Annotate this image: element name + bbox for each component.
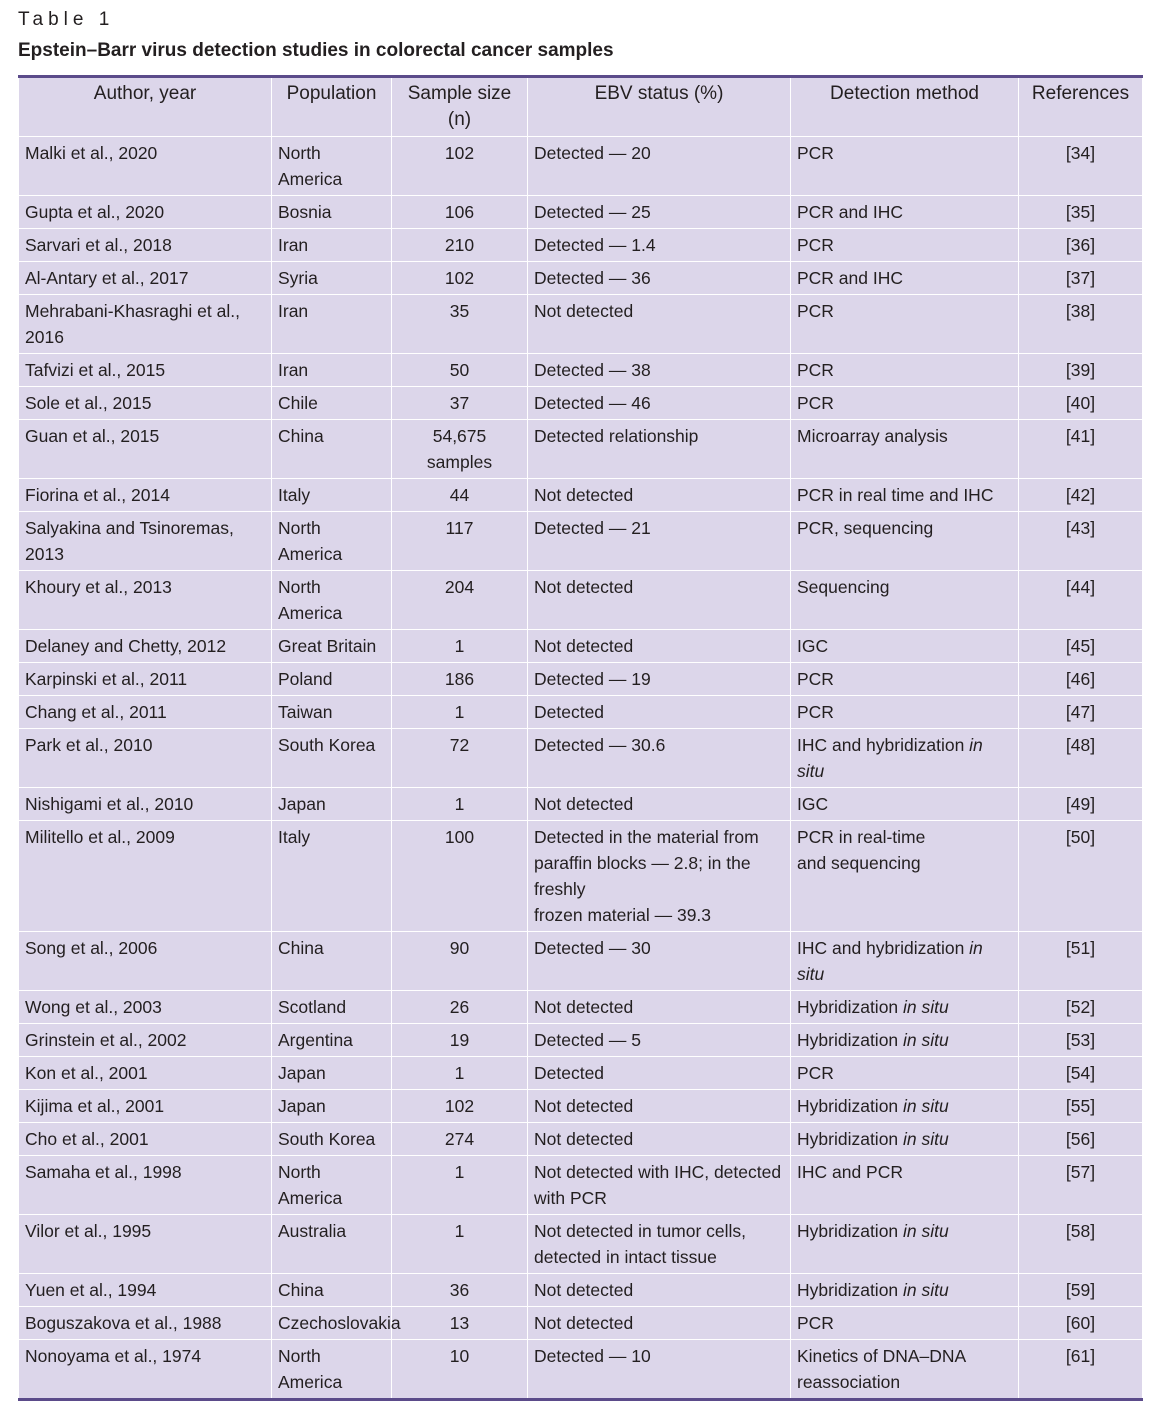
cell-population: Chile bbox=[272, 387, 392, 420]
cell-reference: [42] bbox=[1019, 479, 1143, 512]
cell-sample-size: 1 bbox=[392, 788, 528, 821]
cell-reference: [39] bbox=[1019, 354, 1143, 387]
table-body bbox=[19, 137, 1143, 1400]
cell-author: Gupta et al., 2020 bbox=[19, 196, 272, 229]
cell-population: Bosnia bbox=[272, 196, 392, 229]
cell-author: Tafvizi et al., 2015 bbox=[19, 354, 272, 387]
cell-sample-size: 102 bbox=[392, 137, 528, 196]
method-text: Hybridization bbox=[797, 1030, 904, 1050]
method-italic-text: in situ bbox=[903, 1129, 949, 1149]
cell-ebv-status: Not detected bbox=[528, 991, 791, 1024]
cell-sample-size: 100 bbox=[392, 821, 528, 932]
cell-detection-method: PCR in real time and IHC bbox=[791, 479, 1019, 512]
table-row bbox=[19, 932, 1143, 991]
cell-sample-size: 13 bbox=[392, 1307, 528, 1340]
cell-reference: [54] bbox=[1019, 1057, 1143, 1090]
cell-ebv-status: Not detected bbox=[528, 479, 791, 512]
cell-author: Militello et al., 2009 bbox=[19, 821, 272, 932]
cell-population: Scotland bbox=[272, 991, 392, 1024]
method-text: Hybridization bbox=[797, 1221, 904, 1241]
cell-reference: [56] bbox=[1019, 1123, 1143, 1156]
cell-author: Salyakina and Tsinoremas, 2013 bbox=[19, 512, 272, 571]
cell-population: North America bbox=[272, 1156, 392, 1215]
cell-sample-size: 102 bbox=[392, 262, 528, 295]
cell-sample-size: 35 bbox=[392, 295, 528, 354]
cell-ebv-status: Detected — 21 bbox=[528, 512, 791, 571]
cell-author: Samaha et al., 1998 bbox=[19, 1156, 272, 1215]
table-row bbox=[19, 1156, 1143, 1215]
cell-reference: [52] bbox=[1019, 991, 1143, 1024]
cell-ebv-status: Detected — 10 bbox=[528, 1340, 791, 1400]
cell-population: China bbox=[272, 1274, 392, 1307]
cell-author: Al-Antary et al., 2017 bbox=[19, 262, 272, 295]
cell-reference: [34] bbox=[1019, 137, 1143, 196]
cell-ebv-status: Detected — 19 bbox=[528, 663, 791, 696]
cell-population: Iran bbox=[272, 229, 392, 262]
col-header-detection-method: Detection method bbox=[791, 77, 1019, 137]
method-text: Hybridization bbox=[797, 997, 904, 1017]
cell-detection-method: Kinetics of DNA–DNA reassociation bbox=[791, 1340, 1019, 1400]
cell-reference: [48] bbox=[1019, 729, 1143, 788]
cell-ebv-status: Detected — 25 bbox=[528, 196, 791, 229]
col-header-ebv-status: EBV status (%) bbox=[528, 77, 791, 137]
cell-sample-size: 117 bbox=[392, 512, 528, 571]
table-label: Table 1 bbox=[18, 9, 115, 30]
cell-ebv-status: Not detected bbox=[528, 1090, 791, 1123]
cell-ebv-status: Not detected bbox=[528, 1274, 791, 1307]
table-row bbox=[19, 512, 1143, 571]
cell-population: Iran bbox=[272, 295, 392, 354]
cell-author: Yuen et al., 1994 bbox=[19, 1274, 272, 1307]
cell-author: Vilor et al., 1995 bbox=[19, 1215, 272, 1274]
cell-author: Kon et al., 2001 bbox=[19, 1057, 272, 1090]
table-row bbox=[19, 354, 1143, 387]
cell-detection-method: IHC and PCR bbox=[791, 1156, 1019, 1215]
method-text: Hybridization bbox=[797, 1280, 904, 1300]
cell-population: North America bbox=[272, 512, 392, 571]
cell-sample-size: 10 bbox=[392, 1340, 528, 1400]
cell-sample-size: 1 bbox=[392, 630, 528, 663]
cell-ebv-status: Detected in the material from paraffin blocks — 2.8; in the freshly frozen material — 39.3 bbox=[528, 821, 791, 932]
cell-ebv-status: Not detected bbox=[528, 788, 791, 821]
cell-author: Malki et al., 2020 bbox=[19, 137, 272, 196]
cell-sample-size: 210 bbox=[392, 229, 528, 262]
cell-detection-method bbox=[791, 991, 1019, 1024]
table-row bbox=[19, 788, 1143, 821]
col-header-population: Population bbox=[272, 77, 392, 137]
cell-author: Cho et al., 2001 bbox=[19, 1123, 272, 1156]
cell-sample-size: 54,675 samples bbox=[392, 420, 528, 479]
cell-detection-method: PCR and IHC bbox=[791, 196, 1019, 229]
cell-author: Nishigami et al., 2010 bbox=[19, 788, 272, 821]
cell-reference: [41] bbox=[1019, 420, 1143, 479]
table-row bbox=[19, 479, 1143, 512]
table-row bbox=[19, 295, 1143, 354]
cell-detection-method: PCR bbox=[791, 663, 1019, 696]
cell-population: Syria bbox=[272, 262, 392, 295]
cell-sample-size: 26 bbox=[392, 991, 528, 1024]
cell-detection-method: Microarray analysis bbox=[791, 420, 1019, 479]
cell-population: Taiwan bbox=[272, 696, 392, 729]
cell-ebv-status: Detected — 36 bbox=[528, 262, 791, 295]
cell-ebv-status: Not detected bbox=[528, 1307, 791, 1340]
cell-reference: [36] bbox=[1019, 229, 1143, 262]
header-row bbox=[19, 77, 1143, 137]
cell-reference: [61] bbox=[1019, 1340, 1143, 1400]
cell-author: Sarvari et al., 2018 bbox=[19, 229, 272, 262]
method-italic-text: in situ bbox=[903, 997, 949, 1017]
table-row bbox=[19, 1057, 1143, 1090]
cell-detection-method bbox=[791, 729, 1019, 788]
table-row bbox=[19, 663, 1143, 696]
table-row bbox=[19, 420, 1143, 479]
cell-author: Mehrabani-Khasraghi et al., 2016 bbox=[19, 295, 272, 354]
cell-ebv-status: Not detected with IHC, detected with PCR bbox=[528, 1156, 791, 1215]
cell-detection-method bbox=[791, 1024, 1019, 1057]
cell-population: Japan bbox=[272, 1090, 392, 1123]
table-row bbox=[19, 571, 1143, 630]
table-row bbox=[19, 137, 1143, 196]
method-italic-text: in situ bbox=[903, 1030, 949, 1050]
cell-population: Italy bbox=[272, 821, 392, 932]
ebv-studies-table bbox=[18, 75, 1143, 1401]
table-title: Epstein–Barr virus detection studies in colorectal cancer samples bbox=[18, 40, 614, 61]
cell-author: Song et al., 2006 bbox=[19, 932, 272, 991]
cell-sample-size: 1 bbox=[392, 696, 528, 729]
cell-author: Khoury et al., 2013 bbox=[19, 571, 272, 630]
cell-reference: [58] bbox=[1019, 1215, 1143, 1274]
cell-author: Wong et al., 2003 bbox=[19, 991, 272, 1024]
cell-detection-method: PCR bbox=[791, 137, 1019, 196]
cell-detection-method bbox=[791, 1123, 1019, 1156]
method-italic-text: in situ bbox=[903, 1280, 949, 1300]
table-row bbox=[19, 262, 1143, 295]
cell-detection-method: PCR bbox=[791, 354, 1019, 387]
cell-detection-method: PCR bbox=[791, 295, 1019, 354]
cell-reference: [55] bbox=[1019, 1090, 1143, 1123]
cell-population: China bbox=[272, 932, 392, 991]
table-row bbox=[19, 196, 1143, 229]
cell-detection-method bbox=[791, 1215, 1019, 1274]
cell-sample-size: 204 bbox=[392, 571, 528, 630]
cell-ebv-status: Detected — 30 bbox=[528, 932, 791, 991]
cell-author: Chang et al., 2011 bbox=[19, 696, 272, 729]
cell-sample-size: 44 bbox=[392, 479, 528, 512]
cell-author: Fiorina et al., 2014 bbox=[19, 479, 272, 512]
cell-population: North America bbox=[272, 571, 392, 630]
cell-detection-method: IGC bbox=[791, 630, 1019, 663]
cell-sample-size: 1 bbox=[392, 1057, 528, 1090]
cell-reference: [57] bbox=[1019, 1156, 1143, 1215]
cell-detection-method bbox=[791, 932, 1019, 991]
cell-population: Czechoslovakia bbox=[272, 1307, 392, 1340]
cell-population: Iran bbox=[272, 354, 392, 387]
cell-sample-size: 36 bbox=[392, 1274, 528, 1307]
cell-population: China bbox=[272, 420, 392, 479]
cell-reference: [49] bbox=[1019, 788, 1143, 821]
cell-author: Nonoyama et al., 1974 bbox=[19, 1340, 272, 1400]
table-row bbox=[19, 630, 1143, 663]
table-row bbox=[19, 1307, 1143, 1340]
cell-reference: [38] bbox=[1019, 295, 1143, 354]
cell-sample-size: 186 bbox=[392, 663, 528, 696]
cell-reference: [44] bbox=[1019, 571, 1143, 630]
table-row bbox=[19, 1340, 1143, 1400]
cell-detection-method: PCR, sequencing bbox=[791, 512, 1019, 571]
cell-sample-size: 19 bbox=[392, 1024, 528, 1057]
cell-author: Karpinski et al., 2011 bbox=[19, 663, 272, 696]
cell-sample-size: 90 bbox=[392, 932, 528, 991]
table-row bbox=[19, 1123, 1143, 1156]
cell-ebv-status: Detected relationship bbox=[528, 420, 791, 479]
cell-population: North America bbox=[272, 1340, 392, 1400]
cell-reference: [35] bbox=[1019, 196, 1143, 229]
cell-ebv-status: Not detected bbox=[528, 571, 791, 630]
cell-ebv-status: Detected — 1.4 bbox=[528, 229, 791, 262]
method-text: IHC and hybridization bbox=[797, 938, 970, 958]
cell-reference: [51] bbox=[1019, 932, 1143, 991]
cell-ebv-status: Detected — 20 bbox=[528, 137, 791, 196]
cell-detection-method: PCR bbox=[791, 1057, 1019, 1090]
cell-reference: [40] bbox=[1019, 387, 1143, 420]
cell-ebv-status: Not detected bbox=[528, 630, 791, 663]
cell-reference: [50] bbox=[1019, 821, 1143, 932]
method-italic-text: in situ bbox=[797, 735, 983, 781]
table-row bbox=[19, 991, 1143, 1024]
cell-author: Sole et al., 2015 bbox=[19, 387, 272, 420]
cell-ebv-status: Detected — 30.6 bbox=[528, 729, 791, 788]
cell-detection-method: PCR bbox=[791, 1307, 1019, 1340]
cell-author: Delaney and Chetty, 2012 bbox=[19, 630, 272, 663]
cell-author: Guan et al., 2015 bbox=[19, 420, 272, 479]
table-row bbox=[19, 1215, 1143, 1274]
cell-reference: [45] bbox=[1019, 630, 1143, 663]
cell-author: Park et al., 2010 bbox=[19, 729, 272, 788]
col-header-references: References bbox=[1019, 77, 1143, 137]
cell-reference: [43] bbox=[1019, 512, 1143, 571]
cell-sample-size: 37 bbox=[392, 387, 528, 420]
cell-ebv-status: Detected — 38 bbox=[528, 354, 791, 387]
cell-sample-size: 106 bbox=[392, 196, 528, 229]
cell-reference: [59] bbox=[1019, 1274, 1143, 1307]
cell-sample-size: 72 bbox=[392, 729, 528, 788]
cell-population: Japan bbox=[272, 1057, 392, 1090]
cell-sample-size: 274 bbox=[392, 1123, 528, 1156]
cell-detection-method: PCR in real-time and sequencing bbox=[791, 821, 1019, 932]
cell-reference: [46] bbox=[1019, 663, 1143, 696]
cell-ebv-status: Detected — 5 bbox=[528, 1024, 791, 1057]
cell-sample-size: 102 bbox=[392, 1090, 528, 1123]
cell-detection-method: IGC bbox=[791, 788, 1019, 821]
cell-detection-method bbox=[791, 1090, 1019, 1123]
cell-reference: [47] bbox=[1019, 696, 1143, 729]
cell-population: South Korea bbox=[272, 1123, 392, 1156]
method-italic-text: in situ bbox=[903, 1221, 949, 1241]
cell-population: North America bbox=[272, 137, 392, 196]
cell-population: Italy bbox=[272, 479, 392, 512]
cell-detection-method bbox=[791, 1274, 1019, 1307]
col-header-sample-size: Sample size (n) bbox=[392, 77, 528, 137]
method-text: Hybridization bbox=[797, 1129, 904, 1149]
cell-reference: [37] bbox=[1019, 262, 1143, 295]
cell-sample-size: 1 bbox=[392, 1215, 528, 1274]
method-text: IHC and hybridization bbox=[797, 735, 970, 755]
cell-ebv-status: Not detected bbox=[528, 295, 791, 354]
cell-author: Boguszakova et al., 1988 bbox=[19, 1307, 272, 1340]
cell-detection-method: PCR bbox=[791, 696, 1019, 729]
cell-ebv-status: Detected bbox=[528, 1057, 791, 1090]
cell-sample-size: 50 bbox=[392, 354, 528, 387]
cell-reference: [53] bbox=[1019, 1024, 1143, 1057]
table-row bbox=[19, 729, 1143, 788]
cell-ebv-status: Detected — 46 bbox=[528, 387, 791, 420]
table-row bbox=[19, 387, 1143, 420]
cell-population: Japan bbox=[272, 788, 392, 821]
cell-population: Australia bbox=[272, 1215, 392, 1274]
cell-population: Poland bbox=[272, 663, 392, 696]
cell-detection-method: PCR bbox=[791, 387, 1019, 420]
cell-sample-size: 1 bbox=[392, 1156, 528, 1215]
table-row bbox=[19, 1090, 1143, 1123]
cell-ebv-status: Detected bbox=[528, 696, 791, 729]
cell-detection-method: Sequencing bbox=[791, 571, 1019, 630]
cell-detection-method: PCR bbox=[791, 229, 1019, 262]
cell-author: Grinstein et al., 2002 bbox=[19, 1024, 272, 1057]
table-row bbox=[19, 696, 1143, 729]
table-row bbox=[19, 229, 1143, 262]
method-italic-text: in situ bbox=[903, 1096, 949, 1116]
col-header-author: Author, year bbox=[19, 77, 272, 137]
table-row bbox=[19, 1274, 1143, 1307]
cell-ebv-status: Not detected in tumor cells, detected in intact tissue bbox=[528, 1215, 791, 1274]
cell-ebv-status: Not detected bbox=[528, 1123, 791, 1156]
cell-population: South Korea bbox=[272, 729, 392, 788]
cell-reference: [60] bbox=[1019, 1307, 1143, 1340]
method-text: Hybridization bbox=[797, 1096, 904, 1116]
cell-population: Great Britain bbox=[272, 630, 392, 663]
table-row bbox=[19, 821, 1143, 932]
cell-detection-method: PCR and IHC bbox=[791, 262, 1019, 295]
table-row bbox=[19, 1024, 1143, 1057]
cell-author: Kijima et al., 2001 bbox=[19, 1090, 272, 1123]
cell-population: Argentina bbox=[272, 1024, 392, 1057]
method-italic-text: in situ bbox=[797, 938, 983, 984]
